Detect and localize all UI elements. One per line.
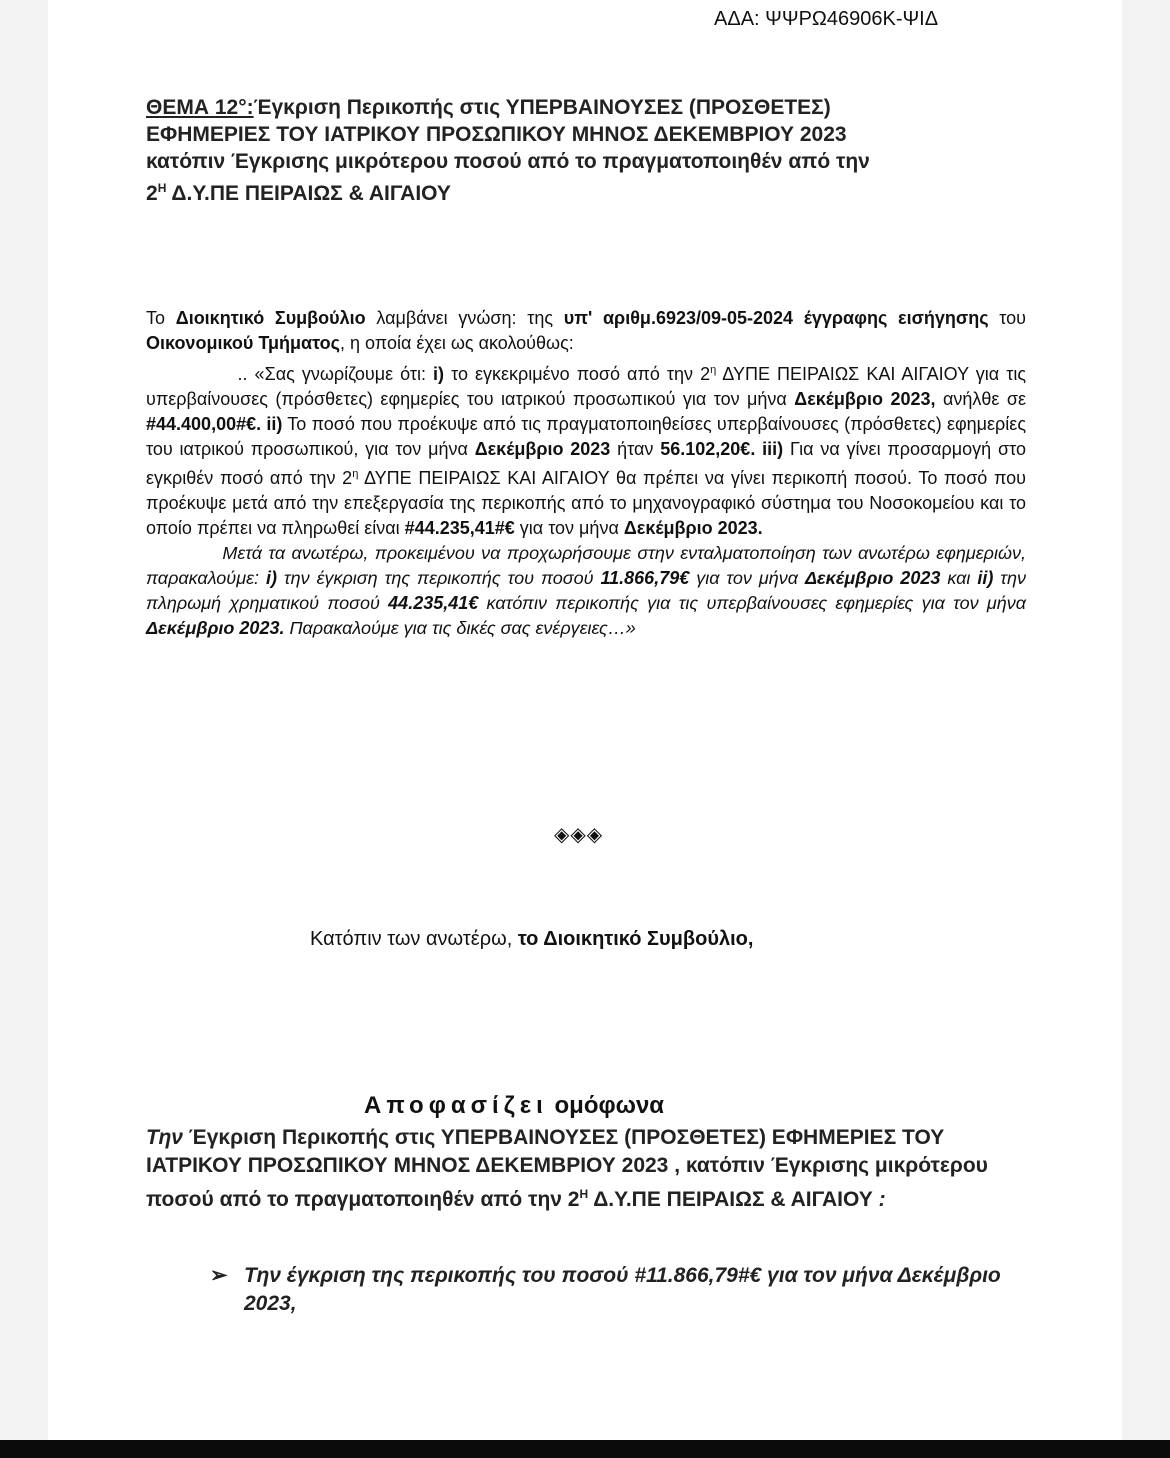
decision-text [146, 1124, 1026, 1214]
decision-heading-unanimous: ομόφωνα [547, 1092, 665, 1119]
quote-bold: 44.235,41€ [388, 593, 479, 613]
intro-text: λαμβάνει γνώση: της [365, 308, 564, 328]
decision-text-lead: Την [146, 1126, 183, 1149]
subject-line4-rest: Δ.Υ.ΠΕ ΠΕΙΡΑΙΩΣ & ΑΙΓΑΙΟΥ [166, 182, 451, 205]
quote-bold: #44.400,00#€. ii) [146, 414, 283, 434]
quote-text: ΔΥΠΕ ΠΕΙΡΑΙΩΣ ΚΑΙ ΑΙΓΑΙΟΥ για τις υπερβαίνουσες (πρόσθετες) εφημερίες του ιατρικού προσωπικού για τον μήνα [146, 364, 1027, 409]
quote-text: κατόπιν περικοπής για τις υπερβαίνουσες εφημερίες για τον μήνα [478, 593, 1026, 613]
quote-bold: Δεκέμβριο 2023 [804, 568, 941, 588]
quote-bold: i) [433, 364, 445, 384]
subject-number: ΘΕΜΑ 12°: [146, 96, 254, 119]
decision-bullet-text: Την έγκριση της περικοπής του ποσού #11.866,79#€ για τον μήνα Δεκέμβριο 2023, [244, 1264, 1001, 1315]
intro-board: Διοικητικό Συμβούλιο [175, 308, 366, 328]
quote-text: .. «Σας γνωρίζουμε ότι: [237, 364, 434, 384]
section-separator: ◈◈◈ [554, 822, 604, 846]
subject-line2: ΕΦΗΜΕΡΙΕΣ ΤΟΥ ΙΑΤΡΙΚΟΥ ΠΡΟΣΩΠΙΚΟΥ ΜΗΝΟΣ ΔΕΚΕΜΒΡΙΟΥ 2023 [146, 123, 847, 146]
quote-bold: 11.866,79€ [600, 568, 690, 588]
quote-text: για τον μήνα [514, 518, 624, 538]
decision-heading-verb: Αποφασίζει [364, 1092, 548, 1119]
quote-text: ΔΥΠΕ ΠΕΙΡΑΙΩΣ ΚΑΙ ΑΙΓΑΙΟΥ θα πρέπει να γίνει περικοπή ποσού. Το ποσό που προέκυψε μετά από την επεξεργασία της περικοπής από το μηχανογραφικό σύστημα του Νοσοκομείου και το οποίο πρέπει να πληρωθεί είναι [146, 468, 1026, 538]
quote-sup: η [352, 468, 359, 480]
quote-text: Παρακαλούμε για τις δικές σας ενέργειες…» [284, 618, 636, 638]
intro-text: , η οποία έχει ως ακολούθως: [340, 333, 574, 353]
quote-text: την πληρωμή χρηματικού ποσού [146, 568, 1026, 613]
bottom-bar [0, 1440, 1170, 1458]
quote-paragraph-2 [146, 541, 1026, 641]
quote-text: Μετά τα ανωτέρω, προκειμένου να προχωρήσουμε στην ενταλματοποίηση των ανωτέρω εφημεριών, παρακαλούμε: [146, 543, 1026, 588]
intro-reference: υπ' αριθμ.6923/09-05-2024 έγγραφης εισήγησης [563, 308, 989, 328]
resolving-text: Κατόπιν των ανωτέρω, [310, 928, 518, 950]
quote-bold: ii) [977, 568, 994, 588]
subject-heading [146, 94, 1026, 207]
quote-text: Το ποσό που προέκυψε από τις πραγματοποιηθείσες υπερβαίνουσες (πρόσθετες) εφημερίες του ιατρικού προσωπικού, για τον μήνα [146, 414, 1026, 459]
quote-text: για τον μήνα [689, 568, 805, 588]
subject-line4-sup: Η [157, 181, 167, 195]
intro-text: Το [146, 308, 176, 328]
quote-text: Για να γίνει προσαρμογή στο εγκριθέν ποσό από την 2 [146, 439, 1026, 488]
intro-department: Οικονομικού Τμήματος [146, 333, 341, 353]
subject-line1: Έγκριση Περικοπής στις ΥΠΕΡΒΑΙΝΟΥΣΕΣ (ΠΡΟΣΘΕΤΕΣ) [253, 96, 831, 119]
decision-text-body: Έγκριση Περικοπής στις ΥΠΕΡΒΑΙΝΟΥΣΕΣ (ΠΡΟΣΘΕΤΕΣ) ΕΦΗΜΕΡΙΕΣ ΤΟΥ ΙΑΤΡΙΚΟΥ ΠΡΟΣΩΠΙΚΟΥ ΜΗΝΟΣ ΔΕΚΕΜΒΡΙΟΥ 2023 , κατόπιν Έγκρισης μικρότερου ποσού από το πραγματοποιηθέν από την 2 [146, 1126, 988, 1211]
quote-text: το εγκεκριμένο ποσό από την 2 [444, 364, 711, 384]
quote-text: την έγκριση της περικοπής του ποσού [276, 568, 601, 588]
document-page [48, 0, 1122, 1440]
decision-heading [364, 1092, 664, 1120]
ada-code: ΑΔΑ: ΨΨΡΩ46906Κ-ΨΙΔ [714, 8, 939, 30]
decision-text-colon: : [878, 1188, 886, 1211]
quote-text: και [940, 568, 978, 588]
quote-text: ήταν [610, 439, 661, 459]
decision-text-body: Δ.Υ.ΠΕ ΠΕΙΡΑΙΩΣ & ΑΙΓΑΙΟΥ [588, 1188, 879, 1211]
resolving-line [310, 928, 910, 951]
quote-bold: Δεκέμβριο 2023, [794, 389, 936, 409]
subject-line4-prefix: 2 [146, 182, 158, 205]
subject-line3: κατόπιν Έγκρισης μικρότερου ποσού από το πραγματοποιηθέν από την [146, 150, 870, 173]
quote-sup: η [710, 364, 717, 376]
quote-bold: Δεκέμβριο 2023 [474, 439, 611, 459]
quote-text: ανήλθε σε [935, 389, 1026, 409]
intro-paragraph [146, 306, 1026, 356]
arrow-bullet-icon: ➢ [210, 1264, 228, 1287]
quote-paragraph-1 [146, 358, 1026, 541]
quote-bold: #44.235,41#€ [404, 518, 515, 538]
intro-text: του [988, 308, 1026, 328]
decision-bullet [210, 1262, 1010, 1318]
quote-bold: Δεκέμβριο 2023. [623, 518, 763, 538]
quote-bold: 56.102,20€. iii) [660, 439, 784, 459]
quote-bold: i) [265, 568, 277, 588]
decision-text-sup: Η [579, 1187, 589, 1201]
quote-bold: Δεκέμβριο 2023. [146, 618, 285, 638]
resolving-board: το Διοικητικό Συμβούλιο, [517, 928, 754, 950]
quoted-recommendation [146, 358, 1026, 641]
